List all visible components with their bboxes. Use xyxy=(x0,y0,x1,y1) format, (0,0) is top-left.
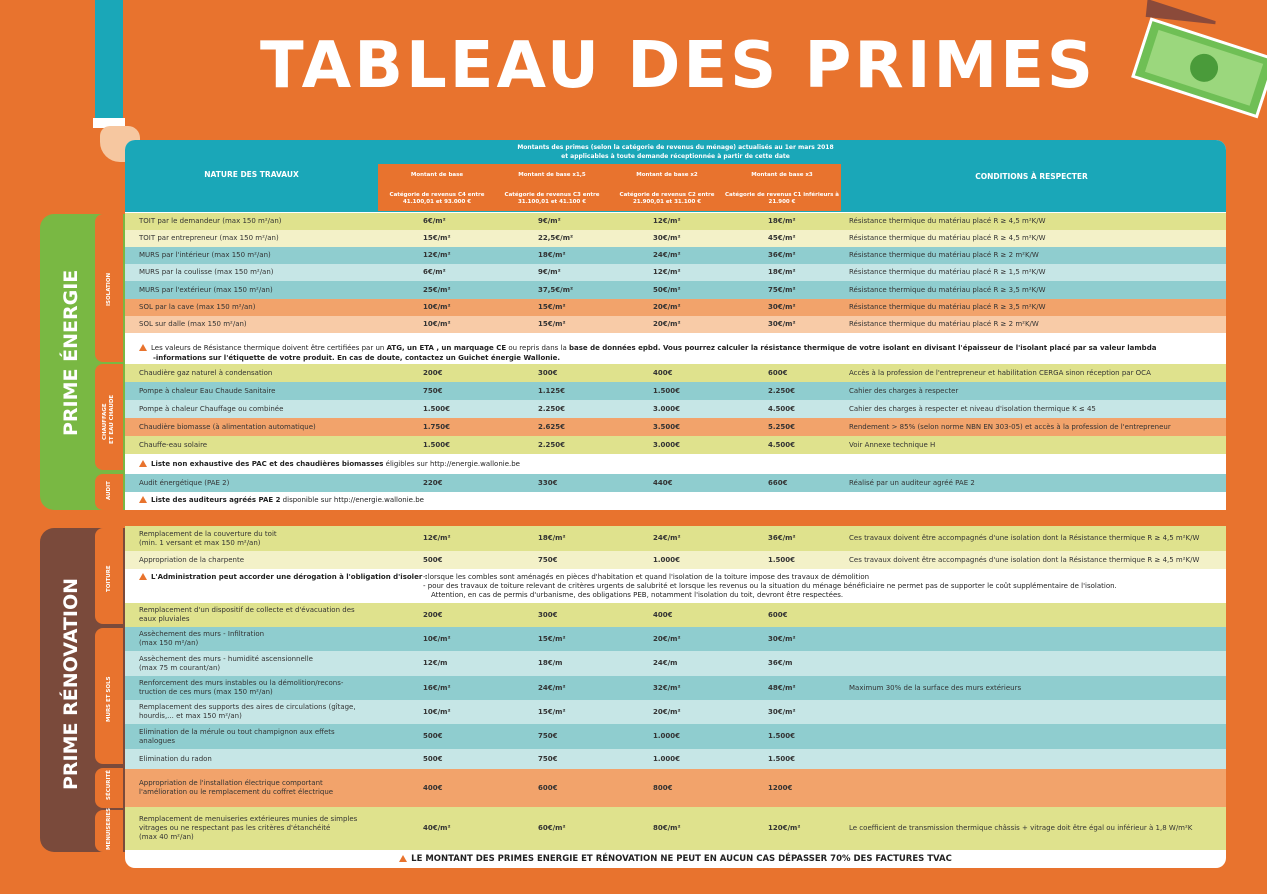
row-value: 24€/m xyxy=(653,659,678,667)
row-value: 20€/m² xyxy=(653,320,681,328)
row-value: 22,5€/m² xyxy=(538,234,574,242)
row-value: 20€/m² xyxy=(653,707,681,716)
row-label: TOIT par entrepreneur (max 150 m²/an) xyxy=(139,234,279,242)
row-condition: Ces travaux doivent être accompagnés d'une isolation dont la Résistance thermique R ≥ 4,5 m²K/W xyxy=(849,555,1200,564)
row-label: Assèchement des murs - humidité ascensionnelle (max 75 m courant/an) xyxy=(139,654,313,672)
header-montant-c2: Montant de base x2 Catégorie de revenus C2 entre 21.900,01 et 31.100 € xyxy=(608,164,726,211)
table-row xyxy=(125,749,1226,769)
row-value: 2.625€ xyxy=(538,422,566,431)
row-value: 1.000€ xyxy=(653,555,681,564)
row-value: 15€/m² xyxy=(538,707,566,716)
row-value: 12€/m xyxy=(423,659,448,667)
row-value: 750€ xyxy=(423,386,443,395)
row-value: 10€/m² xyxy=(423,707,451,716)
row-condition: Résistance thermique du matériau placé R ≥ 4,5 m²K/W xyxy=(849,234,1046,242)
row-label: Remplacement des supports des aires de circulations (gîtage, hourdis,... et max 150 m²/an) xyxy=(139,703,356,720)
row-label: Appropriation de l'installation électrique comportant l'amélioration ou le remplacement du coffret électrique xyxy=(139,779,334,796)
table-row xyxy=(125,724,1226,749)
row-label: Chauffe-eau solaire xyxy=(139,440,208,449)
row-condition: Résistance thermique du matériau placé R ≥ 2 m²K/W xyxy=(849,251,1039,259)
row-value: 1.000€ xyxy=(653,754,681,763)
row-value: 3.000€ xyxy=(653,440,681,449)
table-row xyxy=(125,807,1226,850)
row-value: 15€/m² xyxy=(423,234,451,242)
header-nature: NATURE DES TRAVAUX xyxy=(204,170,299,179)
row-value: 12€/m² xyxy=(423,251,451,259)
sub-menuiseries: MENUISERIES xyxy=(95,810,123,852)
sub-audit: AUDIT xyxy=(95,474,123,510)
row-value: 1.750€ xyxy=(423,422,451,431)
row-value: 2.250€ xyxy=(538,404,566,413)
row-value: 750€ xyxy=(538,754,558,763)
row-value: 18€/m² xyxy=(538,251,566,259)
row-condition: Réalisé par un auditeur agréé PAE 2 xyxy=(849,478,975,487)
row-value: 9€/m² xyxy=(538,217,561,225)
table-header xyxy=(125,140,1226,212)
note-pac: Liste non exhaustive des PAC et des chaudières biomasses éligibles sur http://energie.wallonie.be xyxy=(125,456,1226,474)
table-row xyxy=(125,247,1226,264)
prime-energie-label: PRIME ÉNERGIE xyxy=(60,269,82,436)
row-value: 30€/m² xyxy=(768,707,796,716)
row-value: 9€/m² xyxy=(538,268,561,276)
row-value: 120€/m² xyxy=(768,824,801,832)
row-value: 1.500€ xyxy=(768,754,796,763)
row-value: 500€ xyxy=(423,754,443,763)
table-row xyxy=(125,316,1226,333)
row-condition: Maximum 30% de la surface des murs extérieurs xyxy=(849,683,1022,692)
row-value: 45€/m² xyxy=(768,234,796,242)
row-condition: Résistance thermique du matériau placé R ≥ 1,5 m²K/W xyxy=(849,268,1046,276)
warning-icon xyxy=(139,573,147,580)
row-value: 4.500€ xyxy=(768,440,796,449)
row-value: 600€ xyxy=(768,368,788,377)
row-value: 15€/m² xyxy=(538,634,566,643)
table-row xyxy=(125,418,1226,436)
warning-icon xyxy=(139,496,147,503)
row-value: 37,5€/m² xyxy=(538,285,574,294)
row-value: 600€ xyxy=(768,610,788,619)
header-montant-c3: Montant de base x1,5 Catégorie de revenus C3 entre 31.100,01 et 41.100 € xyxy=(493,164,611,211)
row-value: 5.250€ xyxy=(768,422,796,431)
table-row xyxy=(125,382,1226,400)
table-row xyxy=(125,769,1226,807)
header-montant-c1: Montant de base x3 Catégorie de revenus C1 inférieurs à 21.900 € xyxy=(723,164,841,211)
row-label: Appropriation de la charpente xyxy=(139,555,244,564)
table-row xyxy=(125,230,1226,247)
sub-isolation: ISOLATION xyxy=(95,214,123,362)
row-value: 300€ xyxy=(538,610,558,619)
note-audit: Liste des auditeurs agréés PAE 2 disponible sur http://energie.wallonie.be xyxy=(125,492,1226,510)
row-value: 25€/m² xyxy=(423,285,451,294)
row-value: 1.500€ xyxy=(653,386,681,395)
row-value: 18€/m² xyxy=(768,217,796,225)
row-value: 200€ xyxy=(423,368,443,377)
row-value: 80€/m² xyxy=(653,824,681,832)
table-row xyxy=(125,627,1226,651)
money-illustration xyxy=(1120,0,1267,131)
row-value: 200€ xyxy=(423,610,443,619)
row-value: 40€/m² xyxy=(423,824,451,832)
table-row xyxy=(125,400,1226,418)
row-value: 2.250€ xyxy=(768,386,796,395)
row-value: 1.500€ xyxy=(768,732,796,740)
row-label: Pompe à chaleur Chauffage ou combinée xyxy=(139,404,284,413)
sub-chauffage: CHAUFFAGE ET EAU CHAUDE xyxy=(95,364,123,470)
row-value: 36€/m xyxy=(768,659,793,667)
row-value: 10€/m² xyxy=(423,320,451,328)
row-value: 4.500€ xyxy=(768,404,796,413)
row-label: Chaudière biomasse (à alimentation automatique) xyxy=(139,422,316,431)
table-row xyxy=(125,676,1226,700)
header-conditions: CONDITIONS À RESPECTER xyxy=(975,172,1088,181)
row-value: 1.500€ xyxy=(423,404,451,413)
primes-table xyxy=(125,140,1226,868)
row-label: MURS par la coulisse (max 150 m²/an) xyxy=(139,268,274,276)
table-row xyxy=(125,436,1226,454)
row-value: 36€/m² xyxy=(768,251,796,259)
row-value: 1.125€ xyxy=(538,386,566,395)
row-value: 500€ xyxy=(423,732,443,740)
row-value: 30€/m² xyxy=(768,634,796,643)
row-value: 660€ xyxy=(768,478,788,487)
row-value: 18€/m xyxy=(538,659,563,667)
row-condition: Accès à la profession de l'entrepreneur et habilitation CERGA sinon réception par OCA xyxy=(849,368,1151,377)
row-value: 24€/m² xyxy=(653,251,681,259)
row-label: Remplacement d'un dispositif de collecte et d'évacuation des eaux pluviales xyxy=(139,606,355,623)
row-value: 1200€ xyxy=(768,783,793,792)
row-value: 15€/m² xyxy=(538,320,566,328)
table-row xyxy=(125,651,1226,676)
row-label: MURS par l'extérieur (max 150 m²/an) xyxy=(139,285,273,294)
table-row xyxy=(125,299,1226,316)
note-isolation: Les valeurs de Résistance thermique doivent être certifiées par un ATG, un ETA , un marquage CE ou repris dans la base de données epbd. Vous pourrez calculer la résistance thermique de votre isolant en divisant l'épaisseur de l'isolant placé par sa valeur lambda -informations sur l'étiquette de votre produit. En cas de doute, contactez un Guichet énergie Wallonie. xyxy=(125,340,1226,364)
row-value: 400€ xyxy=(653,610,673,619)
row-condition: Ces travaux doivent être accompagnés d'une isolation dont la Résistance thermique R ≥ 4,5 m²K/W xyxy=(849,534,1200,542)
row-value: 400€ xyxy=(653,368,673,377)
row-label: SOL par la cave (max 150 m²/an) xyxy=(139,303,256,311)
warning-icon xyxy=(139,344,147,351)
footer-warning: LE MONTANT DES PRIMES ENERGIE ET RÉNOVATION NE PEUT EN AUCUN CAS DÉPASSER 70% DES FACTURES TVAC xyxy=(125,850,1226,868)
row-value: 300€ xyxy=(538,368,558,377)
section-gap xyxy=(125,510,1226,526)
row-value: 24€/m² xyxy=(538,683,566,692)
row-label: Remplacement de menuiseries extérieures munies de simples vitrages ou ne respectant pas les critères d'étanchéité (max 40 m²/an) xyxy=(139,815,358,841)
row-value: 16€/m² xyxy=(423,683,451,692)
row-condition: Résistance thermique du matériau placé R ≥ 3,5 m²K/W xyxy=(849,285,1046,294)
row-condition: Le coefficient de transmission thermique châssis + vitrage doit être égal ou inférieur à 1,8 W/m²K xyxy=(849,824,1193,832)
row-value: 60€/m² xyxy=(538,824,566,832)
table-row xyxy=(125,474,1226,492)
row-label: Assèchement des murs - Infiltration (max 150 m²/an) xyxy=(139,630,265,647)
row-value: 12€/m² xyxy=(653,268,681,276)
row-value: 6€/m² xyxy=(423,217,446,225)
row-value: 30€/m² xyxy=(768,320,796,328)
table-row xyxy=(125,364,1226,382)
row-value: 24€/m² xyxy=(653,534,681,542)
row-label: Chaudière gaz naturel à condensation xyxy=(139,368,273,377)
row-condition: Voir Annexe technique H xyxy=(849,440,936,449)
row-value: 50€/m² xyxy=(653,285,681,294)
row-condition: Résistance thermique du matériau placé R ≥ 3,5 m²K/W xyxy=(849,303,1046,311)
row-value: 32€/m² xyxy=(653,683,681,692)
page-title: TABLEAU DES PRIMES xyxy=(259,29,1097,103)
row-value: 12€/m² xyxy=(423,534,451,542)
header-montant-c4: Montant de base Catégorie de revenus C4 entre 41.100,01 et 93.000 € xyxy=(378,164,496,211)
row-value: 10€/m² xyxy=(423,303,451,311)
table-row xyxy=(125,264,1226,281)
row-condition: Cahier des charges à respecter et niveau d'isolation thermique K ≤ 45 xyxy=(849,404,1096,413)
row-value: 440€ xyxy=(653,478,673,487)
row-value: 30€/m² xyxy=(768,303,796,311)
row-value: 400€ xyxy=(423,783,443,792)
row-value: 220€ xyxy=(423,478,443,487)
table-row xyxy=(125,213,1226,230)
row-value: 1.500€ xyxy=(423,440,451,449)
row-label: TOIT par le demandeur (max 150 m²/an) xyxy=(139,217,282,225)
sub-toiture: TOITURE xyxy=(95,528,123,624)
warning-icon xyxy=(139,460,147,467)
note-toiture: L'Administration peut accorder une dérogation à l'obligation d'isoler : - lorsque les combles sont aménagés en pièces d'habitation et quand l'isolation de la toiture impose des travaux de démolition - pour des travaux de toiture relevant de critères urgents de salubrité et lorsque les revenus ou la situation du ménage bénéficiaire ne permet pas de supporter le coût supplémentaire de l'isolation. Attention, en cas de permis d'urbanisme, des obligations PEB, notamment l'isolation du toit, devront être respectées. xyxy=(125,569,1226,603)
row-condition: Cahier des charges à respecter xyxy=(849,386,959,395)
warning-icon xyxy=(399,855,407,862)
table-row xyxy=(125,700,1226,724)
row-value: 75€/m² xyxy=(768,285,796,294)
row-value: 30€/m² xyxy=(653,234,681,242)
prime-renovation-label: PRIME RÉNOVATION xyxy=(60,577,82,790)
row-value: 12€/m² xyxy=(653,217,681,225)
row-label: Renforcement des murs instables ou la démolition/recons- truction de ces murs (max 150 m²/an) xyxy=(139,679,344,696)
row-value: 48€/m² xyxy=(768,683,796,692)
row-value: 750€ xyxy=(538,732,558,740)
row-label: Pompe à chaleur Eau Chaude Sanitaire xyxy=(139,386,276,395)
row-value: 20€/m² xyxy=(653,303,681,311)
row-condition: Résistance thermique du matériau placé R ≥ 2 m²K/W xyxy=(849,320,1039,328)
row-value: 3.000€ xyxy=(653,404,681,413)
row-value: 3.500€ xyxy=(653,422,681,431)
table-row xyxy=(125,281,1226,299)
decorative-sleeve xyxy=(95,0,123,122)
row-value: 330€ xyxy=(538,478,558,487)
row-value: 500€ xyxy=(423,555,443,564)
row-condition: Rendement > 85% (selon norme NBN EN 303-05) et accès à la profession de l'entrepreneur xyxy=(849,422,1171,431)
row-value: 2.250€ xyxy=(538,440,566,449)
header-intro: Montants des primes (selon la catégorie de revenus du ménage) actualisés au 1er mars 2018 et applicables à toute demande réceptionnée à partir de cette date xyxy=(517,144,834,160)
row-value: 600€ xyxy=(538,783,558,792)
row-condition: Résistance thermique du matériau placé R ≥ 4,5 m²K/W xyxy=(849,217,1046,225)
sub-securite: SÉCURITÉ xyxy=(95,768,123,808)
row-value: 20€/m² xyxy=(653,634,681,643)
row-value: 800€ xyxy=(653,783,673,792)
table-row xyxy=(125,526,1226,551)
row-label: Elimination du radon xyxy=(139,754,212,763)
row-label: MURS par l'intérieur (max 150 m²/an) xyxy=(139,251,271,259)
row-value: 18€/m² xyxy=(768,268,796,276)
table-row xyxy=(125,603,1226,627)
row-value: 6€/m² xyxy=(423,268,446,276)
sub-murs: MURS ET SOLS xyxy=(95,628,123,764)
row-label: Elimination de la mérule ou tout champignon aux effets analogues xyxy=(139,727,335,745)
row-value: 750€ xyxy=(538,555,558,564)
row-value: 36€/m² xyxy=(768,534,796,542)
row-value: 18€/m² xyxy=(538,534,566,542)
row-label: SOL sur dalle (max 150 m²/an) xyxy=(139,320,247,328)
row-label: Remplacement de la couverture du toit (min. 1 versant et max 150 m²/an) xyxy=(139,529,277,547)
row-value: 15€/m² xyxy=(538,303,566,311)
row-label: Audit énergétique (PAE 2) xyxy=(139,478,230,487)
row-value: 1.500€ xyxy=(768,555,796,564)
row-value: 10€/m² xyxy=(423,634,451,643)
table-row xyxy=(125,551,1226,569)
row-value: 1.000€ xyxy=(653,732,681,740)
